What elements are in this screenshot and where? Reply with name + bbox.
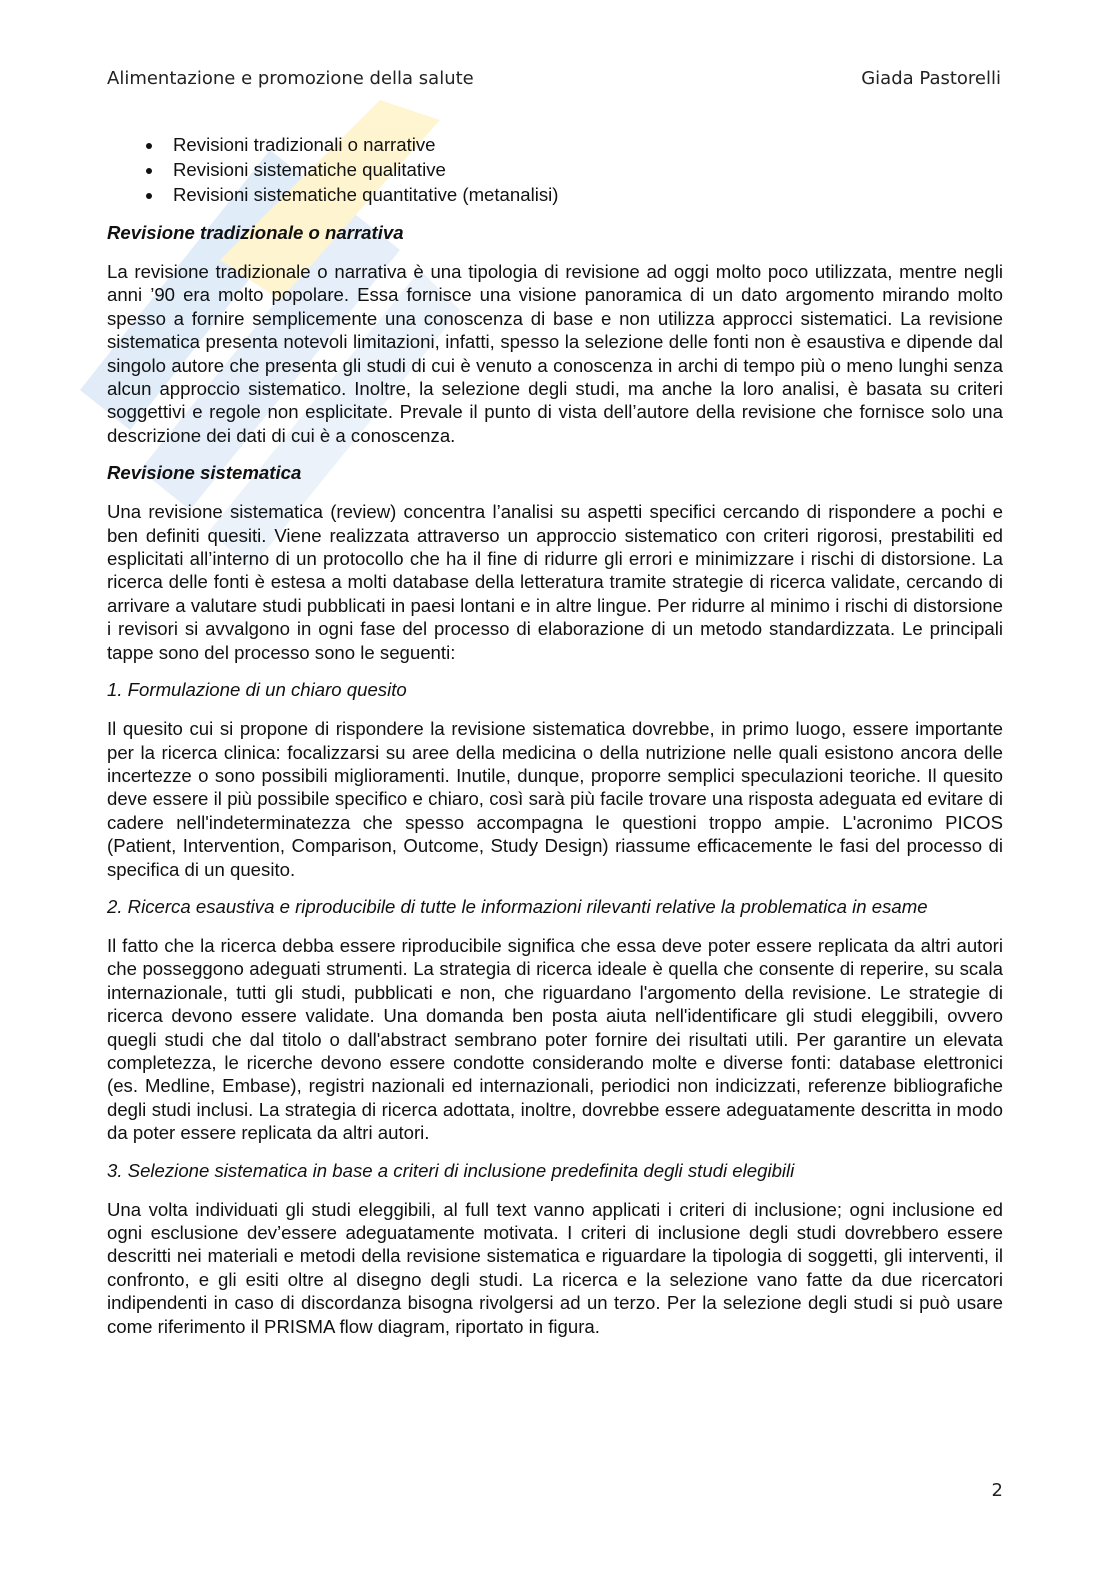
- header-course-title: Alimentazione e promozione della salute: [107, 68, 474, 89]
- page-header: [107, 68, 1001, 92]
- paragraph-step-3: Una volta individuati gli studi eleggibili, al full text vanno applicati i criteri di inclusione; ogni inclusione ed ogni esclusione dev’essere adeguatamente motivata. I criteri di inclusione degli studi dovrebbero essere descritti nei materiali e metodi della revisione sistematica e riguardare la tipologia di soggetti, gli interventi, il confronto, e gli esiti oltre al disegno degli studi. La ricerca e la selezione vano fatte da due ricercatori indipendenti in caso di discordanza bisogna rivolgersi ad un terzo. Per la selezione degli studi si può usare come riferimento il PRISMA flow diagram, riportato in figura.: [107, 1198, 1003, 1337]
- step-heading-1: 1. Formulazione di un chiaro quesito: [107, 679, 407, 701]
- step-heading-3: 3. Selezione sistematica in base a criteri di inclusione predefinita degli studi elegibili: [107, 1159, 795, 1181]
- list-item: Revisioni sistematiche qualitative: [107, 157, 1003, 182]
- review-types-list: [107, 132, 1003, 207]
- paragraph-systematic: Una revisione sistematica (review) concentra l’analisi su aspetti specifici cercando di rispondere a pochi e ben definiti quesiti. Viene realizzata attraverso un approccio sistematico con criteri rigorosi, prestabiliti ed esplicitati all’interno di un protocollo che ha il fine di ridurre gli errori e minimizzare i rischi di distorsione. La ricerca delle fonti è estesa a molti database della letteratura tramite strategie di ricerca validate, cercando di arrivare a valutare studi pubblicati in paesi lontani e in altre lingue. Per ridurre al minimo i rischi di distorsione i revisori si avvalgono in ogni fase del processo di elaborazione di un metodo standardizzata. Le principali tappe sono del processo sono le seguenti:: [107, 501, 1003, 663]
- list-item: Revisioni tradizionali o narrative: [107, 132, 1003, 157]
- paragraph-step-1: Il quesito cui si propone di rispondere la revisione sistematica dovrebbe, in primo luogo, essere importante per la ricerca clinica: focalizzarsi su aree della medicina o della nutrizione nelle quali esistono ancora delle incertezze o sono possibili miglioramenti. Inutile, dunque, proporre semplici speculazioni teoriche. Il quesito deve essere il più possibile specifico e chiaro, così sarà più facile trovare una risposta adeguata ed evitare di cadere nell'indeterminatezza che spesso accompagna le questioni troppo ampie. L'acronimo PICOS (Patient, Intervention, Comparison, Outcome, Study Design) riassume efficacemente le fasi del processo di specifica di un quesito.: [107, 718, 1003, 880]
- header-author: Giada Pastorelli: [861, 68, 1001, 89]
- section-heading-systematic: Revisione sistematica: [107, 462, 302, 484]
- paragraph-step-2: Il fatto che la ricerca debba essere riproducibile significa che essa deve poter essere replicata da altri autori che posseggono adeguati strumenti. La strategia di ricerca ideale è quella che consente di reperire, su scala internazionale, tutti gli studi, pubblicati e non, che riguardano l'argomento della revisione. Le strategie di ricerca devono essere validate. Una domanda ben posta aiuta nell'identificare gli studi eleggibili, ovvero quegli studi che dal titolo o dall'abstract sembrano poter fornire dei risultati utili. Per garantire un elevata completezza, le ricerche devono essere condotte considerando molte e diverse fonti: database elettronici (es. Medline, Embase), registri nazionali ed internazionali, periodici non indicizzati, referenze bibliografiche degli studi inclusi. La strategia di ricerca adottata, inoltre, dovrebbe essere adeguatamente descritta in modo da poter essere replicata da altri autori.: [107, 934, 1003, 1144]
- bullet-icon: [146, 143, 152, 149]
- bullet-icon: [146, 193, 152, 199]
- paragraph-narrative: La revisione tradizionale o narrativa è una tipologia di revisione ad oggi molto poco utilizzata, mentre negli anni ’90 era molto popolare. Essa fornisce una visione panoramica di un dato argomento mirando molto spesso a fornire semplicemente una conoscenza di base e non utilizza approcci sistematici. La revisione sistematica presenta notevoli limitazioni, infatti, spesso la selezione delle fonti non è esaustiva e dipende dal singolo autore che presenta gli studi di cui è venuto a conoscenza in archi di tempo più o meno lunghi senza alcun approccio sistematico. Inoltre, la selezione degli studi, ma anche la loro analisi, è basata su criteri soggettivi e regole non esplicitate. Prevale il punto di vista dell’autore della revisione che fornisce solo una descrizione dei dati di cui è a conoscenza.: [107, 261, 1003, 446]
- bullet-icon: [146, 168, 152, 174]
- section-heading-narrative: Revisione tradizionale o narrativa: [107, 222, 404, 243]
- page-number: 2: [991, 1480, 1003, 1501]
- list-item: Revisioni sistematiche quantitative (metanalisi): [107, 182, 1003, 207]
- step-heading-2: 2. Ricerca esaustiva e riproducibile di tutte le informazioni rilevanti relative la problematica in esame: [107, 895, 928, 917]
- document-body: [107, 132, 1003, 1338]
